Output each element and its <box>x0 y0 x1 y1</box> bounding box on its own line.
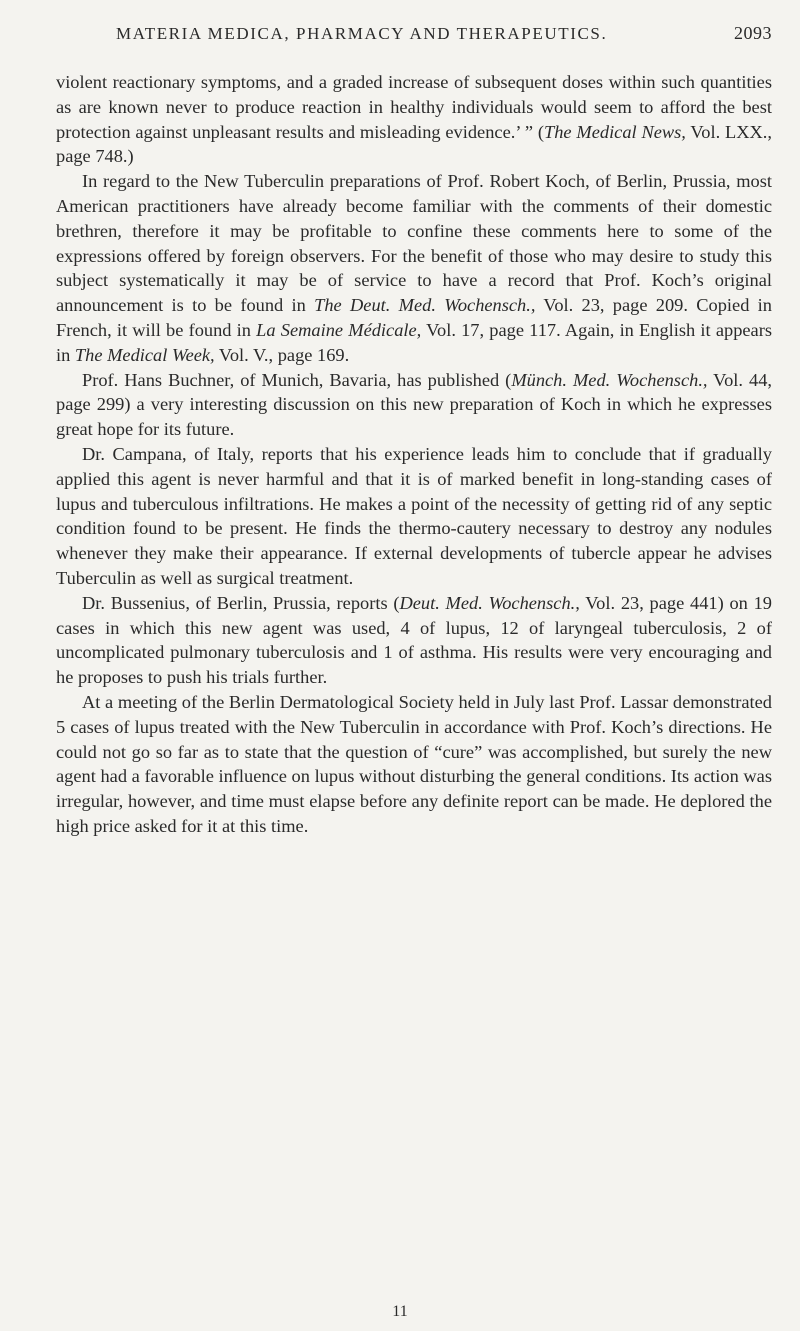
citation-title: Münch. Med. Wochensch., <box>511 369 708 390</box>
paragraph-text: violent reactionary symptoms, and a graded increase of subsequent doses within such quantities as are known never to produce reaction in healthy individuals would seem to afford the best protection against unpleasant results and misleading evidence.’ ” ( <box>56 72 772 142</box>
citation-title: The Medical Week, <box>74 344 215 365</box>
paragraph-text: Prof. Hans Buchner, of Munich, Bavaria, has published ( <box>82 369 512 390</box>
signature-mark: 11 <box>392 1303 408 1320</box>
paragraph-text: Vol. 17, page 117. Again, in English it appears in <box>56 319 772 365</box>
paragraph-text: Vol. LXX., page 748.) <box>56 121 772 167</box>
paragraph-text: Vol. 23, page 209. Copied in French, it will be found in <box>56 295 772 340</box>
paragraph <box>56 591 772 690</box>
paragraph <box>56 690 772 839</box>
paragraph <box>56 169 772 367</box>
paragraph-text: At a meeting of the Berlin Dermatological Society held in July last Prof. Lassar demonstrated 5 cases of lupus treated with the New Tuberculin in accordance with Prof. Koch’s directions. He could not go so far as to state that the question of “cure” was accomplished, but surely the new agent had a favorable influence on lupus without disturbing the general conditions. Its action was irregular, however, and time must elapse before any definite report can be made. He deplored the high price asked for it at this time. <box>56 691 772 836</box>
paragraph-text: Vol. V., page 169. <box>214 344 350 365</box>
citation-title: La Semaine Médicale, <box>256 319 422 340</box>
paragraph-text: Vol. 23, page 441) on 19 cases in which this new agent was used, 4 of lupus, 12 of laryngeal tuberculosis, 2 of uncomplicated pulmonary tuberculosis and 1 of asthma. His results were very encouraging and he proposes to push his trials further. <box>56 592 772 688</box>
paragraph <box>56 442 772 591</box>
citation-title: The Deut. Med. Wochensch., <box>314 295 536 316</box>
paragraph <box>56 70 772 169</box>
page-number: 2093 <box>734 23 772 43</box>
running-header <box>0 24 800 64</box>
paragraph-text: Dr. Bussenius, of Berlin, Prussia, reports ( <box>82 592 400 613</box>
running-title: MATERIA MEDICA, PHARMACY AND THERAPEUTICS. <box>116 24 608 43</box>
citation-title: The Medical News, <box>544 121 686 142</box>
article-body <box>56 70 772 839</box>
paragraph-text: In regard to the New Tuberculin preparations of Prof. Robert Koch, of Berlin, Prussia, most American practitioners have already become familiar with the comments of their domestic brethren, therefore it may be profitable to confine these comments here to some of the expressions offered by foreign observers. For the benefit of those who may desire to study this subject systematically it may be of service to have a record that Prof. Koch’s original announcement is to be found in <box>56 171 772 316</box>
citation-title: Deut. Med. Wochensch., <box>399 592 580 613</box>
paragraph <box>56 368 772 442</box>
paragraph-text: Vol. 44, page 299) a very interesting discussion on this new preparation of Koch in which he expresses great hope for its future. <box>56 369 772 440</box>
paragraph-text: Dr. Campana, of Italy, reports that his experience leads him to conclude that if gradually applied this agent is never harmful and that it is of marked benefit in long-standing cases of lupus and tuberculous infiltrations. He makes a point of the necessity of getting rid of any septic condition found to be present. He finds the thermo-cautery necessary to destroy any nodules whenever they make their appearance. If external developments of tubercle appear he advises Tuberculin as well as surgical treatment. <box>56 443 772 588</box>
